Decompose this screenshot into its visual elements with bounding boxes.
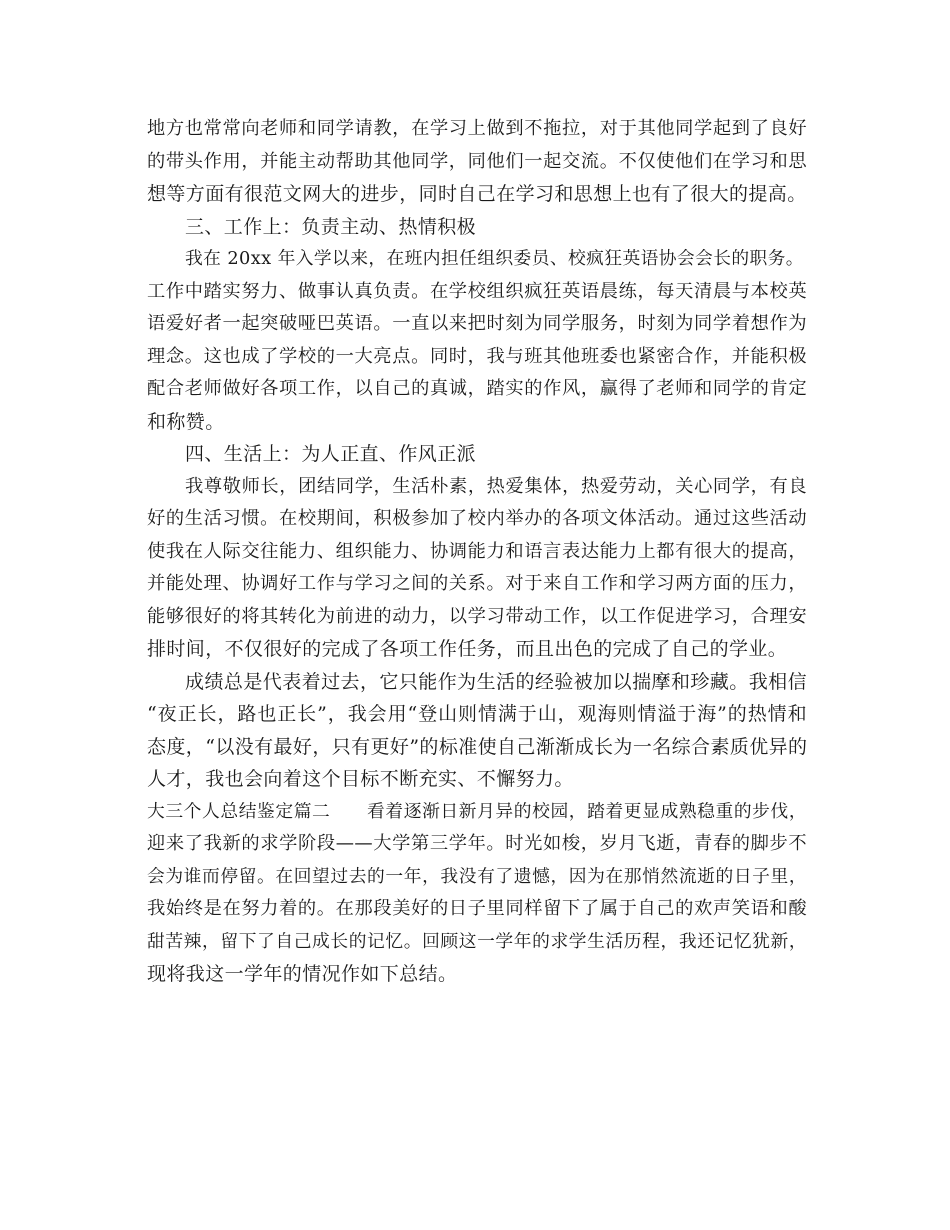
text-line: 的带头作用，并能主动帮助其他同学，同他们一起交流。不仅使他们在学习和思	[147, 150, 807, 172]
text-line: 好的生活习惯。在校期间，积极参加了校内举办的各项文体活动。通过这些活动	[147, 508, 807, 529]
text-line: 配合老师做好各项工作，以自己的真诚，踏实的作风，赢得了老师和同学的肯定	[147, 378, 807, 399]
text-line: 我始终是在努力着的。在那段美好的日子里同样留下了属于自己的欢声笑语和酸	[147, 898, 807, 919]
text-line: 使我在人际交往能力、组织能力、协调能力和语言表达能力上都有很大的提高，	[147, 540, 807, 562]
text-line: 想等方面有很范文网大的进步，同时自己在学习和思想上也有了很大的提高。	[147, 183, 807, 205]
text-line: “夜正长，路也正长”，我会用“登山则情满于山，观海则情溢于海”的热情和	[147, 703, 807, 725]
text-line: 语爱好者一起突破哑巴英语。一直以来把时刻为同学服务，时刻为同学着想作为	[147, 313, 807, 334]
text-line: 大三个人总结鉴定篇二 看着逐渐日新月异的校园，踏着更显成熟稳重的步伐，	[147, 801, 807, 822]
body-text	[147, 113, 807, 991]
text-line: 并能处理、协调好工作与学习之间的关系。对于来自工作和学习两方面的压力，	[147, 573, 807, 594]
text-line: 地方也常常向老师和同学请教，在学习上做到不拖拉，对于其他同学起到了良好	[147, 118, 807, 139]
text-line: 我在 20xx 年入学以来，在班内担任组织委员、校疯狂英语协会会长的职务。	[185, 249, 804, 269]
text-line: 态度，“以没有最好，只有更好”的标准使自己渐渐成长为一名综合素质优异的	[147, 735, 808, 758]
text-line: 迎来了我新的求学阶段——大学第三学年。时光如梭，岁月飞逝，青春的脚步不	[147, 833, 807, 854]
text-line: 人才，我也会向着这个目标不断充实、不懈努力。	[147, 768, 574, 790]
text-line: 我尊敬师长，团结同学，生活朴素，热爱集体，热爱劳动，关心同学，有良	[185, 475, 807, 497]
text-line: 三、工作上：负责主动、热情积极	[185, 215, 477, 238]
text-line: 现将我这一学年的情况作如下总结。	[147, 963, 458, 985]
text-line: 排时间，不仅很好的完成了各项工作任务，而且出色的完成了自己的学业。	[147, 638, 788, 660]
text-line: 理念。这也成了学校的一大亮点。同时，我与班其他班委也紧密合作，并能积极	[147, 345, 807, 367]
text-line: 成绩总是代表着过去，它只能作为生活的经验被加以揣摩和珍藏。我相信	[185, 670, 807, 693]
text-line: 能够很好的将其转化为前进的动力，以学习带动工作，以工作促进学习，合理安	[147, 605, 807, 627]
text-line: 会为谁而停留。在回望过去的一年，我没有了遗憾，因为在那悄然流逝的日子里，	[147, 866, 807, 887]
text-line: 甜苦辣，留下了自己成长的记忆。回顾这一学年的求学生活历程，我还记忆犹新，	[147, 931, 807, 952]
text-line: 和称赞。	[147, 410, 225, 433]
text-line: 工作中踏实努力、做事认真负责。在学校组织疯狂英语晨练，每天清晨与本校英	[147, 280, 807, 302]
text-line: 四、生活上：为人正直、作风正派	[185, 443, 477, 465]
